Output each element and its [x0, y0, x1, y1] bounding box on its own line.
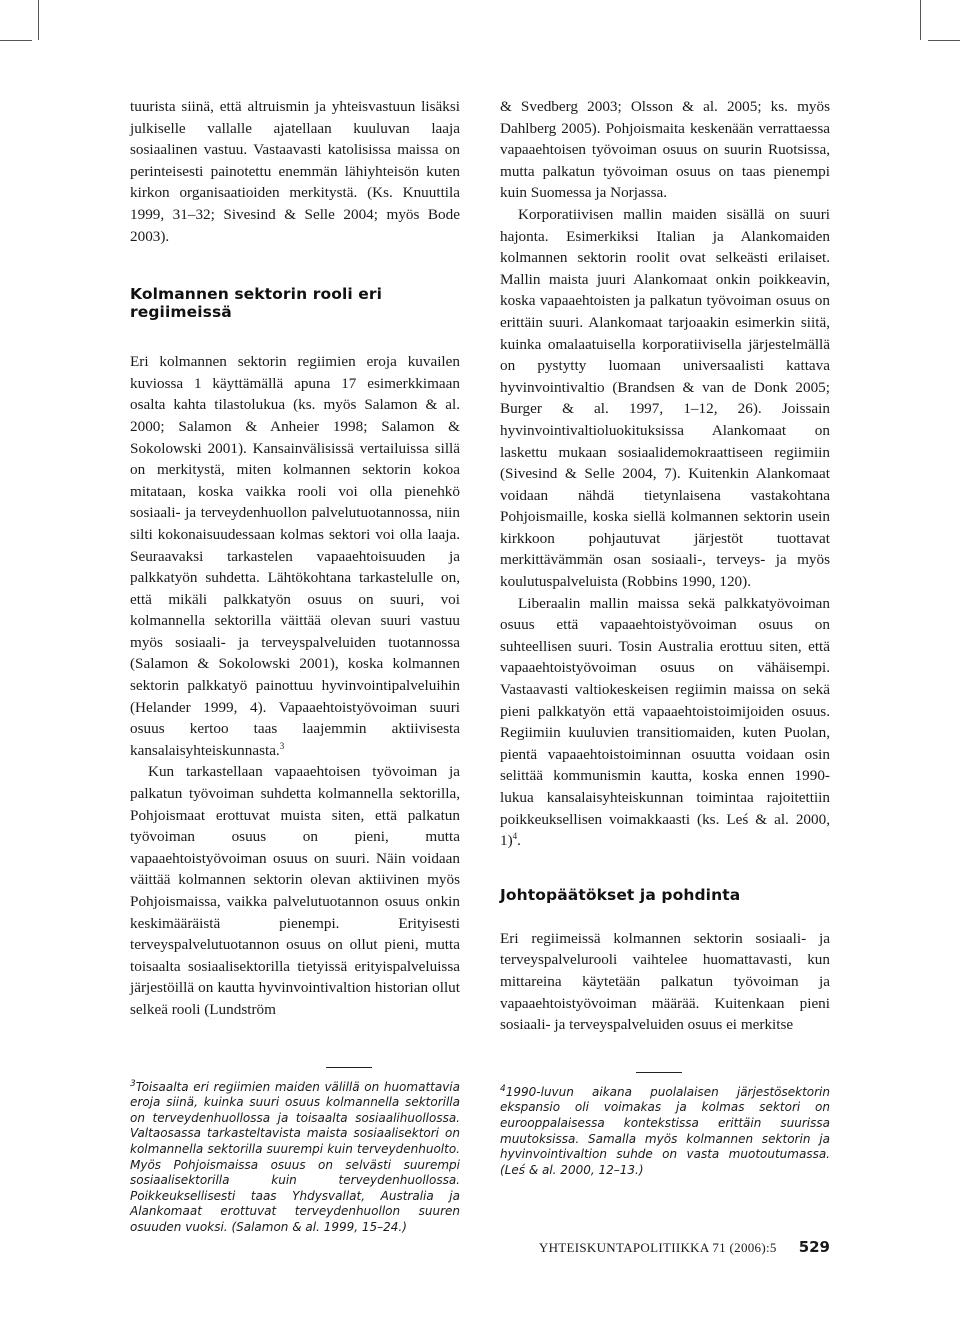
paragraph-text: Liberaalin mallin maissa sekä palkkatyövoiman osuus että vapaaehtoistyövoiman osuus on suhteellisen suuri. Tosin Australia erottuu siten, että vapaaehtoistyövoiman osuus on vähäisempi. Vastaavasti valtiokeskeisen regiimin maissa on sekä pieni palkkatyön että vapaaehtoistoimijoiden osuus. Regiimiin kuuluvien transitiomaiden, kuten Puolan, pientä vapaaehtoistoiminnan osuutta voidaan osin selittää kommunismin kautta, koska ennen 1990-lukua kansalaisyhteiskunnan toimintaa rajoitettiin poikkeuksellisen voimakkaasti (ks. Leś & al. 2000, 1)	[500, 594, 830, 850]
footnote-text: Toisaalta eri regiimien maiden välillä on huomattavia eroja siinä, kuinka suuri osuus kolmannella sektorilla on terveydenhuollossa ja toisaalta sosiaalihuollossa. Valtaosassa tarkasteltavista maista sosiaalisektori on kolmannella sektorilla suurempi kuin terveydenhuolto. Myös Pohjoismaissa osuus on selvästi suurempi sosiaalisektorilla kuin terveydenhuollossa. Poikkeuksellisesti taas Yhdysvallat, Australia ja Alankomaat erottuvat terveydenhuollon suuren osuuden vuoksi. (Salamon & al. 1999, 15–24.)	[130, 1079, 460, 1234]
body-paragraph: & Svedberg 2003; Olsson & al. 2005; ks. myös Dahlberg 2005). Pohjoismaita keskenään verrattaessa vapaaehtoisen työvoiman osuus on suurin Ruotsissa, mutta palkatun työvoiman osuus on taas pienempi kuin Suomessa ja Norjassa.	[500, 98, 830, 202]
footnote-reference: 3	[279, 740, 285, 751]
left-column	[130, 96, 460, 1236]
footnote	[500, 1085, 830, 1179]
footnote-number: 3	[130, 1078, 136, 1089]
crop-mark-top-right-horizontal	[928, 40, 960, 41]
crop-mark-top-left	[38, 0, 39, 40]
crop-mark-top-right	[920, 0, 921, 40]
right-column	[500, 96, 830, 1178]
journal-citation: YHTEISKUNTAPOLITIIKKA 71 (2006):5	[538, 1240, 777, 1255]
crop-mark-top-left-horizontal	[0, 40, 32, 41]
paragraph-end: .	[517, 832, 521, 850]
section-heading: Kolmannen sektorin rooli eri regiimeissä	[130, 285, 383, 322]
page-number: 529	[798, 1238, 830, 1256]
paragraph-text: Eri kolmannen sektorin regiimien eroja kuvailen kuviossa 1 käyttämällä apuna 17 esimerkkimaan osalta kahta tilastolukua (ks. myös Salamon & al. 2000; Salamon & Anheier 1998; Salamon & Sokolowski 2001). Kansainvälisissä vertailuissa sillä on merkitystä, miten kolmannen sektorin kokoa mitataan, koska vaikka rooli voi olla pienehkö sosiaali- ja terveydenhuollon palvelutuotannossa, niin silti kokonaisuudessaan kolmas sektori voi olla laaja. Seuraavaksi tarkastelen vapaaehtoisuuden ja palkkatyön suhdetta. Lähtökohtana tarkastelulle on, että mikäli palkkatyön osuus on suuri, voi kolmannella sektorilla väittää olevan suuri vastuu myös sosiaali- ja terveyspalveluiden tuotannossa (Salamon & Sokolowski 2001), koska kolmannen sektorin palkkatyö painottuu hyvinvointipalveluihin (Helander 1999, 4). Vapaaehtoistyövoiman suuri osuus kertoo taas laajemmin aktiivisesta kansalaisyhteiskunnasta.	[130, 353, 460, 759]
section-heading: Johtopäätökset ja pohdinta	[500, 885, 741, 904]
body-paragraph	[130, 351, 460, 761]
body-paragraph: Korporatiivisen mallin maiden sisällä on suuri hajonta. Esimerkiksi Italian ja Alankomaiden kolmannen sektorin roolit ovat selkeästi erilaiset. Mallin maista juuri Alankomaat onkin poikkeavin, koska vapaaehtoisten ja palkatun työvoiman osuus on erittäin suuri. Alankomaat tarjoaakin esimerkin siitä, kuinka omalaatuisella korporatiivisella järjestelmällä on pystytty luomaan universaalisti kattava hyvinvointivaltio (Brandsen & van de Donk 2005; Burger & al. 1997, 1–12, 26). Joissain hyvinvointivaltioluokituksissa Alankomaat on laskettu mukaan sosiaalidemokraattiseen regiimiin (Sivesind & Selle 2004, 7). Kuitenkin Alankomaat voidaan nähdä tietynlaisena vastakohtana Pohjoismaille, koska siellä kolmannen sektorin usein kirkkoon pohjautuvat järjestöt tuottavat merkittävämmän osan sosiaali-, terveys- ja myös koulutuspalveluista (Robbins 1990, 120).	[500, 205, 830, 591]
page-footer	[539, 1238, 830, 1256]
footnote	[130, 1080, 460, 1236]
footnote-text: 1990-luvun aikana puolalaisen järjestösektorin ekspansio oli voimakas ja kolmas sektori on eurooppalaisessa kontekstissa erittäin suurissa muutoksissa. Samalla myös kolmannen sektorin ja hyvinvointivaltion suhde on vasta muotoutumassa. (Leś & al. 2000, 12–13.)	[500, 1084, 830, 1177]
footnote-number: 4	[500, 1083, 506, 1094]
body-paragraph: Kun tarkastellaan vapaaehtoisen työvoiman ja palkatun työvoiman suhdetta kolmannella sektorilla, Pohjoismaat erottuvat muista siten, että palkatun työvoiman osuus on pieni, mutta vapaaehtoistyövoiman osuus on suuri. Näin voidaan väittää kolmannen sektorin olevan aktiivinen myös Pohjoismaissa, vaikka palvelutuotannon osuus onkin keskimääräistä pienempi. Erityisesti terveyspalvelutuotannon osuus on ollut pieni, mutta toisaalta sosiaalisektorilla tietyissä erityispalveluissa järjestöillä on kautta hyvinvointivaltion historian ollut selkeä rooli (Lundström	[130, 763, 460, 1018]
body-paragraph	[500, 593, 830, 852]
body-paragraph: tuurista siinä, että altruismin ja yhteisvastuun lisäksi julkiselle vallalle ajatellaan kuuluvan laaja sosiaalinen vastuu. Vastaavasti katolisissa maissa on perinteisesti painotettu enemmän lähiyhteisön kuten kirkon organisaatioiden merkitystä. (Ks. Knuuttila 1999, 31–32; Sivesind & Selle 2004; myös Bode 2003).	[130, 98, 460, 245]
body-paragraph: Eri regiimeissä kolmannen sektorin sosiaali- ja terveyspalvelurooli vaihtelee huomattavasti, kun mittareina käytetään palkatun työvoiman ja vapaaehtoistyövoiman määrää. Kuitenkaan pieni sosiaali- ja terveyspalveluiden osuus ei merkitse	[500, 929, 830, 1034]
footnote-reference: 4	[512, 831, 518, 842]
